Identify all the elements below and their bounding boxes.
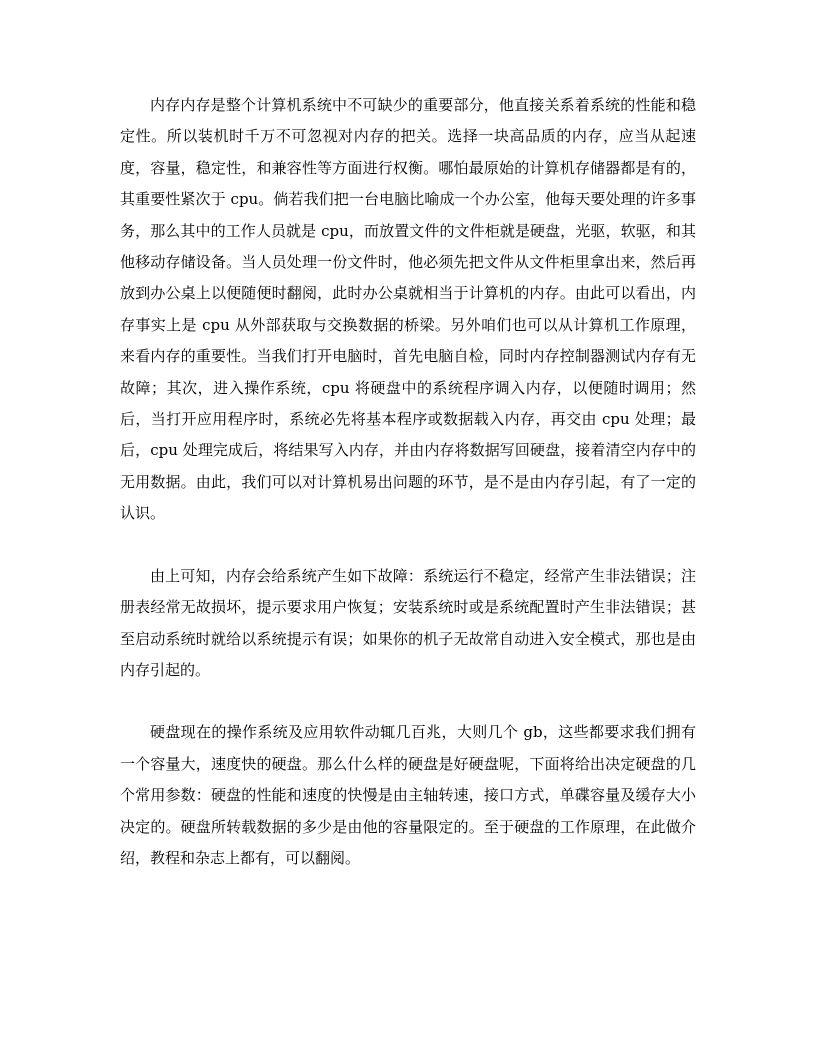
paragraph-memory-intro: 内存内存是整个计算机系统中不可缺少的重要部分，他直接关系着系统的性能和稳定性。所以装机时千万不可忽视对内存的把关。选择一块高品质的内存，应当从起速度，容量，稳定性，和兼容性等方面进行权衡。哪怕最原始的计算机存储器都是有的，其重要性紧次于 cpu。倘若我们把一台电脑比喻成一个办公室，他每天要处理的许多事务，那么其中的工作人员就是 cpu，而放置文件的文件柜就是硬盘，光驱，软驱，和其他移动存储设备。当人员处理一份文件时，他必须先把文件从文件柜里拿出来，然后再放到办公桌上以便随便时翻阅，此时办公桌就相当于计算机的内存。由此可以看出，内存事实上是 cpu 从外部获取与交换数据的桥梁。另外咱们也可以从计算机工作原理，来看内存的重要性。当我们打开电脑时，首先电脑自检，同时内存控制器测试内存有无故障；其次，进入操作系统，cpu 将硬盘中的系统程序调入内存，以便随时调用；然后，当打开应用程序时，系统必先将基本程序或数据载入内存，再交由 cpu 处理；最后，cpu 处理完成后，将结果写入内存，并由内存将数据写回硬盘，接着清空内存中的无用数据。由此，我们可以对计算机易出问题的环节，是不是由内存引起，有了一定的认识。	[120, 96, 696, 523]
document-page	[120, 90, 696, 874]
paragraph-memory-faults: 由上可知，内存会给系统产生如下故障：系统运行不稳定，经常产生非法错误；注册表经常无故损坏，提示要求用户恢复；安装系统时或是系统配置时产生非法错误；甚至启动系统时就给以系统提示有误；如果你的机子无故常自动进入安全模式，那也是由内存引起的。	[120, 566, 696, 679]
paragraph-hard-disk: 硬盘现在的操作系统及应用软件动辄几百兆，大则几个 gb，这些都要求我们拥有一个容量大，速度快的硬盘。那么什么样的硬盘是好硬盘呢，下面将给出决定硬盘的几个常用参数：硬盘的性能和速度的快慢是由主轴转速，接口方式，单碟容量及缓存大小决定的。硬盘所转载数据的多少是由他的容量限定的。至于硬盘的工作原理，在此做介绍，教程和杂志上都有，可以翻阅。	[120, 723, 696, 867]
